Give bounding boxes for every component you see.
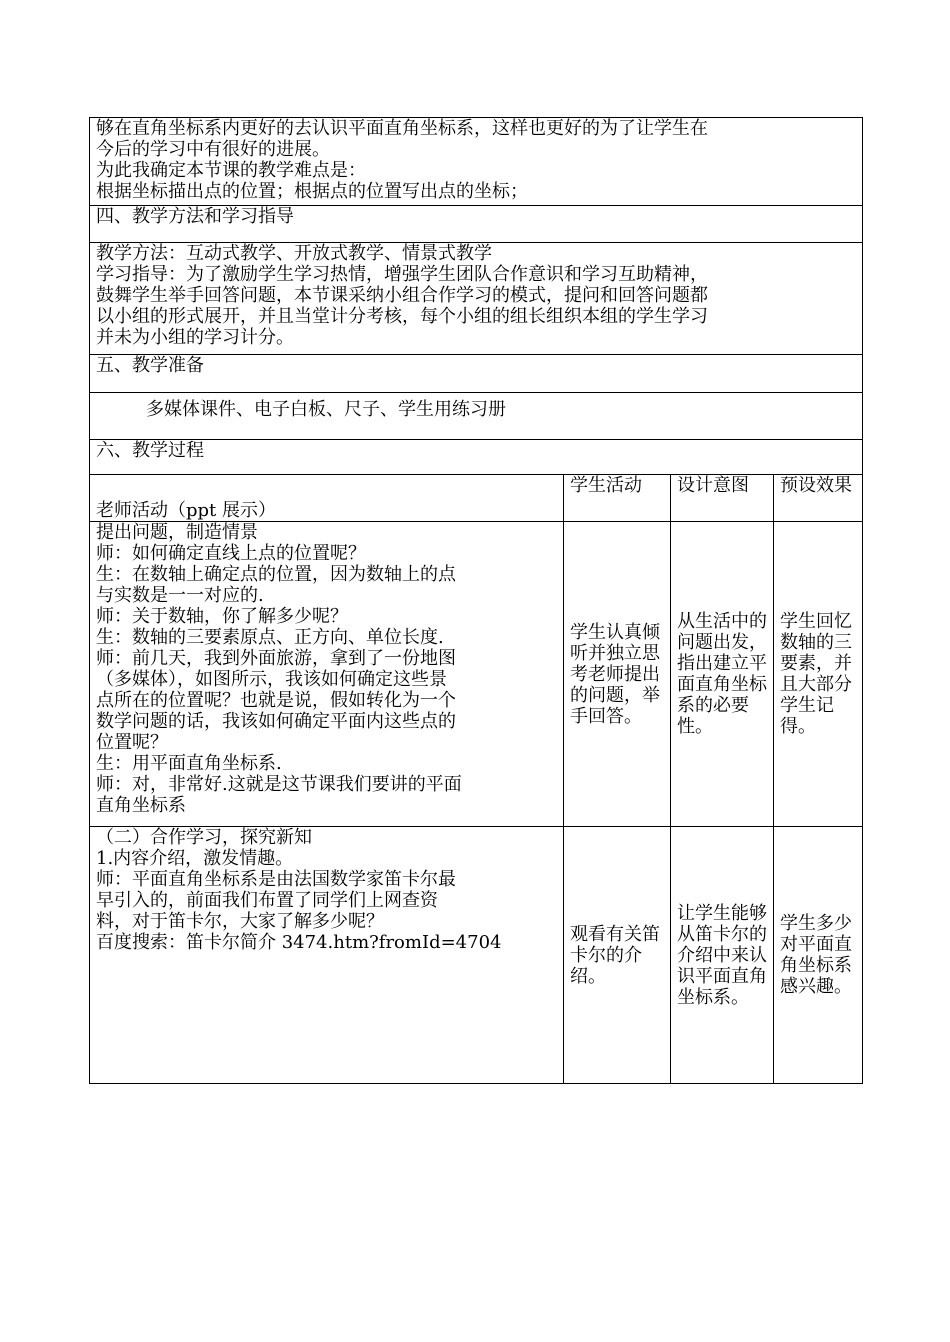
text-line: （多媒体），如图所示，我该如何确定这些景: [96, 669, 447, 690]
text-line: 够在直角坐标系内更好的去认识平面直角坐标系，这样也更好的为了让学生在: [96, 118, 708, 139]
text-line: 师：如何确定直线上点的位置呢？: [96, 543, 366, 564]
text-line: 生：数轴的三要素原点、正方向、单位长度.: [96, 627, 444, 648]
section5-heading: 五、教学准备: [90, 355, 863, 393]
section4-heading-row: [90, 206, 863, 243]
column-header-design: 设计意图: [671, 475, 774, 522]
teacher-activity-cell: [90, 522, 564, 827]
text-line: 1.内容介绍，激发情趣。: [96, 848, 294, 869]
text-line: 鼓舞学生举手回答问题，本节课采纳小组合作学习的模式，提问和回答问题都: [96, 285, 708, 306]
lesson-plan-table: [89, 117, 863, 1084]
text-line: 师：关于数轴，你了解多少呢？: [96, 606, 348, 627]
process-header-row: [90, 475, 863, 522]
expected-effect-cell: 学生回忆数轴的三要素，并且大部分学生记得。: [774, 522, 863, 827]
text-line: 位置呢？: [96, 732, 168, 753]
student-activity-cell: 观看有关笛卡尔的介绍。: [564, 827, 671, 1084]
text-line: 学习指导：为了激励学生学习热情，增强学生团队合作意识和学习互助精神，: [96, 264, 708, 285]
text-line: 提出问题，制造情景: [96, 522, 258, 543]
expected-effect-cell: 学生多少对平面直角坐标系感兴趣。: [774, 827, 863, 1084]
text-line: 师：对，非常好.这就是这节课我们要讲的平面: [96, 774, 462, 795]
text-line: 并未为小组的学习计分。: [96, 327, 294, 348]
column-header-teacher: 老师活动（ppt 展示）: [90, 475, 564, 522]
column-header-student: 学生活动: [564, 475, 671, 522]
text-line: 以小组的形式展开，并且当堂计分考核，每个小组的组长组织本组的学生学习: [96, 306, 708, 327]
text-line: 教学方法：互动式教学、开放式教学、情景式教学: [96, 243, 492, 264]
design-intent-cell: 从生活中的问题出发，指出建立平面直角坐标系的必要性。: [671, 522, 774, 827]
text-line: 早引入的，前面我们布置了同学们上网查资: [96, 890, 438, 911]
process-row-1: [90, 522, 863, 827]
text-line: （二）合作学习，探究新知: [96, 827, 312, 848]
text-line: 与实数是一一对应的.: [96, 585, 264, 606]
design-intent-cell: 让学生能够从笛卡尔的介绍中来认识平面直角坐标系。: [671, 827, 774, 1084]
section3-cell: [90, 118, 863, 206]
process-row-2: [90, 827, 863, 1084]
text-line: 师：平面直角坐标系是由法国数学家笛卡尔最: [96, 869, 456, 890]
text-line: 数学问题的话，我该如何确定平面内这些点的: [96, 711, 456, 732]
section4-content-row: [90, 243, 863, 355]
text-line: 根据坐标描出点的位置；根据点的位置写出点的坐标；: [96, 181, 528, 202]
text-line: 料，对于笛卡尔，大家了解多少呢？: [96, 911, 384, 932]
text-line: 今后的学习中有很好的进展。: [96, 139, 330, 160]
section5-content-row: [90, 393, 863, 440]
column-header-effect: 预设效果: [774, 475, 863, 522]
section5-content: 多媒体课件、电子白板、尺子、学生用练习册: [90, 393, 863, 440]
section4-content: [90, 243, 863, 355]
teacher-activity-cell: [90, 827, 564, 1084]
text-line: 生：用平面直角坐标系.: [96, 753, 282, 774]
student-activity-cell: 学生认真倾听并独立思考老师提出的问题，举手回答。: [564, 522, 671, 827]
section6-heading: 六、教学过程: [90, 440, 863, 475]
text-line: 为此我确定本节课的教学难点是：: [96, 160, 366, 181]
text-line: 师：前几天，我到外面旅游，拿到了一份地图: [96, 648, 456, 669]
text-line: 直角坐标系: [96, 795, 186, 816]
section6-heading-row: [90, 440, 863, 475]
section3-row: [90, 118, 863, 206]
text-line: 生：在数轴上确定点的位置，因为数轴上的点: [96, 564, 456, 585]
section5-heading-row: [90, 355, 863, 393]
text-line: 点所在的位置呢？也就是说，假如转化为一个: [96, 690, 456, 711]
text-line: 百度搜索：笛卡尔简介 3474.htm?fromId=4704: [96, 932, 502, 953]
section4-heading: 四、教学方法和学习指导: [90, 206, 863, 243]
